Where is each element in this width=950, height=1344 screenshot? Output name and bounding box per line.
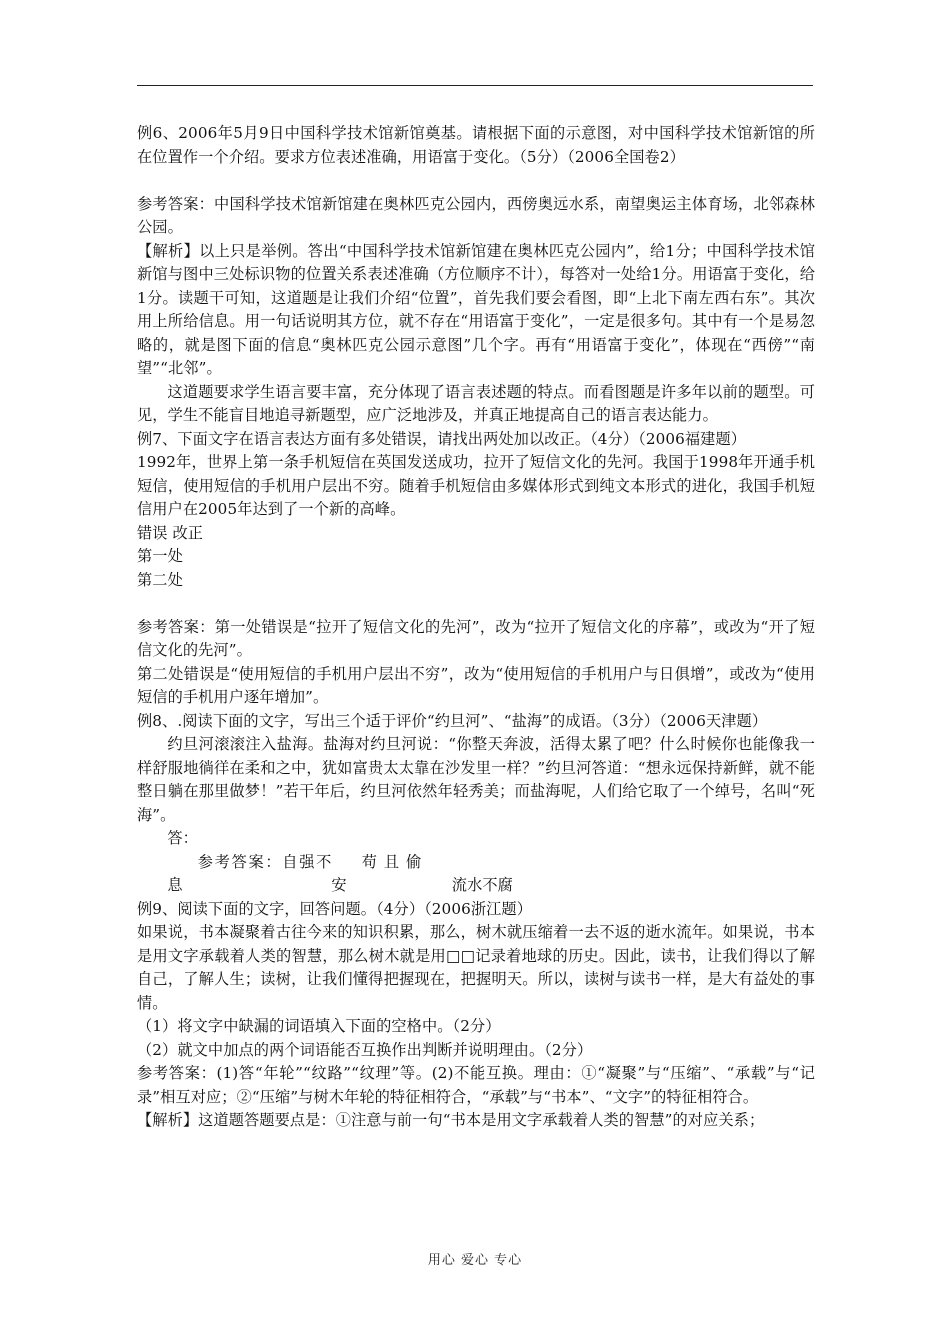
example-7-passage: 1992年，世界上第一条手机短信在英国发送成功，拉开了短信文化的先河。我国于1998年开通手机短信，使用短信的手机用户层出不穷。随着手机短信由多媒体形式到纯文本形式的进化，我国手机短信用户在2005年达到了一个新的高峰。: [137, 453, 815, 518]
example-9-question: 例9、阅读下面的文字，回答问题。（4分）（2006浙江题）: [137, 899, 532, 918]
example-9-answer: 参考答案：(1)答“年轮”“纹路”“纹理”等。(2)不能互换。理由：①“凝聚”与“压缩”、“承载”与“记录”相互对应；②“压缩”与树木年轮的特征相符合，“承载”与“书本”、“文字”的特征相符合。: [137, 1064, 815, 1106]
example-7-row-2: 第二处: [137, 570, 183, 589]
example-8-question: 例8、.阅读下面的文字，写出三个适于评价“约旦河”、“盐海”的成语。（3分）（2006天津题）: [137, 711, 768, 730]
example-8-answer: [137, 851, 815, 898]
example-6-analysis: 【解析】以上只是举例。答出“中国科学技术馆新馆建在奥林匹克公园内”，给1分；中国科学技术馆新馆与图中三处标识物的位置关系表述准确（方位顺序不计），每答对一处给1分。用语富于变化，给1分。读题干可知，这道题是让我们介绍“位置”，首先我们要会看图，即“上北下南左西右东”。其次用上所给信息。用一句话说明其方位，就不存在“用语富于变化”，一定是很多句。其中有一个是易忽略的，就是图下面的信息“奥林匹克公园示意图”几个字。再有“用语富于变化”，体现在“西傍”“南望”“北邻”。: [137, 241, 815, 377]
document-body: [137, 122, 815, 1133]
example-9-passage: 如果说，书本凝聚着古往今来的知识积累，那么，树木就压缩着一去不返的逝水流年。如果说，书本是用文字承载着人类的智慧，那么树木就是用□□记录着地球的历史。因此，读书，让我们得以了解自己，了解人生；读树，让我们懂得把握现在，把握明天。所以，读树与读书一样，是大有益处的事情。: [137, 923, 815, 1012]
example-6-answer: 参考答案：中国科学技术馆新馆建在奥林匹克公园内，西傍奥远水系，南望奥运主体育场，北邻森林公园。: [137, 194, 815, 236]
example-8-answer-item-2: 苟且偷安: [331, 852, 422, 894]
example-8-passage: 约旦河滚滚注入盐海。盐海对约旦河说：“你整天奔波，活得太累了吧？什么时候你也能像我一样舒服地徜徉在柔和之中，犹如富贵太太靠在沙发里一样？”约旦河答道：“想永远保持新鲜，就不能整日躺在那里做梦！”若干年后，约旦河依然年轻秀美；而盐海呢，人们给它取了一个绰号，名叫“死海”。: [137, 735, 815, 824]
example-8-answer-item-1: 参考答案：自强不息: [167, 852, 332, 894]
example-8-answer-prompt: 答：: [167, 829, 198, 847]
example-8-answer-item-3: 流水不腐: [451, 876, 513, 894]
example-9-subquestion-1: （1）将文字中缺漏的词语填入下面的空格中。（2分）: [137, 1017, 501, 1035]
example-6-commentary: 这道题要求学生语言要丰富，充分体现了语言表述题的特点。而看图题是许多年以前的题型。可见，学生不能盲目地追寻新题型，应广泛地涉及，并真正地提高自己的语言表达能力。: [137, 382, 815, 424]
example-7-table-header: 错误 改正: [137, 523, 204, 542]
example-9-analysis: 【解析】这道题答题要点是：①注意与前一句“书本是用文字承载着人类的智慧”的对应关系；: [137, 1111, 765, 1129]
blank-line: [137, 169, 815, 193]
page-footer: 用心 爱心 专心: [427, 1253, 523, 1268]
example-7-answer-1: 参考答案：第一处错误是“拉开了短信文化的先河”，改为“拉开了短信文化的序幕”，或改为“开了短信文化的先河”。: [137, 617, 815, 659]
example-7-answer-2: 第二处错误是“使用短信的手机用户层出不穷”，改为“使用短信的手机用户与日俱增”，或改为“使用短信的手机用户逐年增加”。: [137, 664, 815, 706]
example-9-subquestion-2: （2）就文中加点的两个词语能否互换作出判断并说明理由。（2分）: [137, 1040, 593, 1059]
example-6-question: 例6、2006年5月9日中国科学技术馆新馆奠基。请根据下面的示意图，对中国科学技术馆新馆的所在位置作一个介绍。要求方位表述准确，用语富于变化。（5分）（2006全国卷2）: [137, 124, 815, 166]
example-7-row-1: 第一处: [137, 547, 183, 565]
blank-line: [137, 592, 815, 616]
header-rule: [137, 85, 813, 86]
example-7-question: 例7、下面文字在语言表达方面有多处错误，请找出两处加以改正。（4分）（2006福建题）: [137, 429, 747, 448]
